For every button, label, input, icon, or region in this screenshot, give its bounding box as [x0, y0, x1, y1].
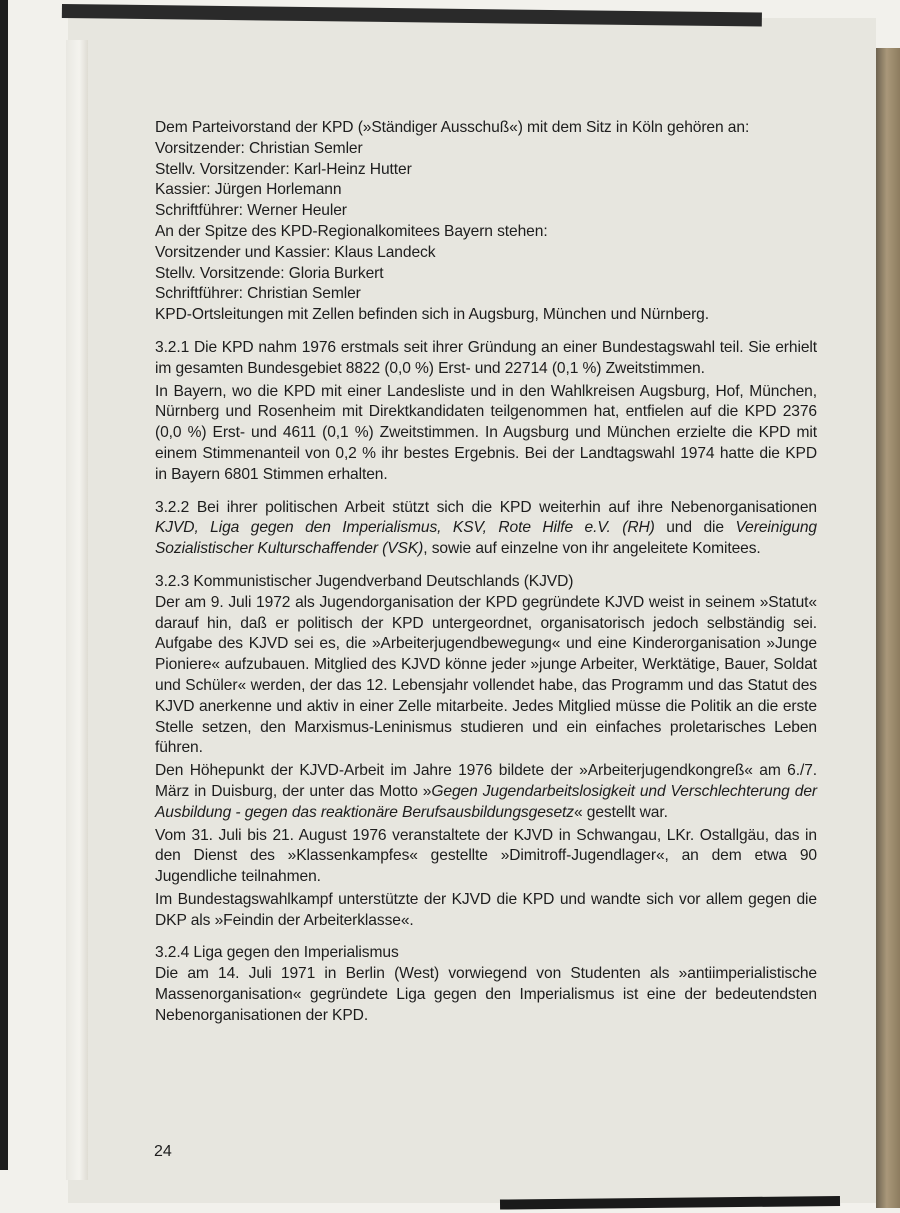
text-line: Vorsitzender und Kassier: Klaus Landeck: [155, 243, 436, 261]
paragraph-3-2-2: [155, 498, 817, 560]
text-run: , sowie auf einzelne von ihr angeleitete Komitees.: [423, 540, 761, 558]
book-edge-right: [876, 48, 900, 1208]
paragraph-kongress: [155, 761, 817, 823]
motto: Gegen Jugendarbeitslosigkeit und Verschlechterung der Ausbildung - gegen das reaktionäre Berufsausbildungsgesetz: [155, 782, 817, 821]
text-line: Stellv. Vorsitzender: Karl-Heinz Hutter: [155, 160, 412, 178]
organization-name-vsk: Vereinigung Sozialistischer Kulturschaffender (VSK): [155, 519, 817, 558]
page-binding: [66, 40, 88, 1180]
page-number: 24: [154, 1143, 172, 1160]
paragraph-kjvd-statut: Der am 9. Juli 1972 als Jugendorganisation der KPD gegründete KJVD weist in seinem »Statut« darauf hin, daß er politisch der KPD untergeordnet, organisatorisch jedoch selbständig sei. Aufgabe des KJVD sei es, die »Arbeiterjugendbewegung« und eine Kinderorganisation »Junge Pioniere« aufzubauen. Mitglied des KJVD könne jeder »junge Arbeiter, Werktätige, Bauer, Soldat und Schüler« werden, der das 12. Lebensjahr vollendet habe, das Programm und das Statut des KJVD anerkenne und aktiv in einer Zelle mitarbeite. Jedes Mitglied müsse die Politik an die erste Stelle setzen, den Marxismus-Leninismus studieren und ein einfaches proletarisches Leben führen.: [155, 593, 817, 757]
text-line: Schriftführer: Christian Semler: [155, 285, 361, 303]
paragraph-liga: Die am 14. Juli 1971 in Berlin (West) vorwiegend von Studenten als »antiimperialistische Massenorganisation« gegründete Liga gegen den Imperialismus ist eine der bedeutendsten Nebenorganisationen der KPD.: [155, 965, 817, 1024]
text-run: Den Höhepunkt der KJVD-Arbeit im Jahre 1976 bildete der »Arbeiterjugendkongreß« am 6./7. März in Duisburg, der unter das Motto »: [155, 762, 817, 800]
section-heading-3-2-4: 3.2.4 Liga gegen den Imperialismus: [155, 944, 399, 962]
body-text: [155, 118, 817, 1027]
scan-edge-left: [0, 0, 8, 1170]
paragraph-bayern: In Bayern, wo die KPD mit einer Landesliste und in den Wahlkreisen Augsburg, Hof, München, Nürnberg und Rosenheim mit Direktkandidaten teilgenommen hat, entfielen auf die KPD 2376 (0,0 %) Erst- und 4611 (0,1 %) Zweitstimmen. In Augsburg und München erzielte die KPD mit einem Stimmenanteil von 0,2 % ihr bestes Ergebnis. Bei der Landtagswahl 1974 hatte die KPD in Bayern 6801 Stimmen erhalten.: [155, 382, 817, 483]
text-run: 3.2.2 Bei ihrer politischen Arbeit stützt sich die KPD weiterhin auf ihre Nebenorganisationen: [155, 498, 817, 516]
text-line: Schriftführer: Werner Heuler: [155, 202, 347, 220]
text-line: Vorsitzender: Christian Semler: [155, 139, 363, 157]
text-line: Stellv. Vorsitzende: Gloria Burkert: [155, 264, 384, 282]
paragraph-jugendlager: Vom 31. Juli bis 21. August 1976 veranstaltete der KJVD in Schwangau, LKr. Ostallgäu, das in den Dienst des »Klassenkampfes« gestellte »Dimitroff-Jugendlager«, an dem etwa 90 Jugendliche teilnahmen.: [155, 826, 817, 886]
section-heading-3-2-3: 3.2.3 Kommunistischer Jugendverband Deutschlands (KJVD): [155, 572, 574, 590]
paragraph-wahlkampf: Im Bundestagswahlkampf unterstützte der KJVD die KPD und wandte sich vor allem gegen die DKP als »Feindin der Arbeiterklasse«.: [155, 890, 817, 929]
text-line: KPD-Ortsleitungen mit Zellen befinden sich in Augsburg, München und Nürnberg.: [155, 306, 709, 324]
text-line: An der Spitze des KPD-Regionalkomitees Bayern stehen:: [155, 222, 548, 240]
text-run: « gestellt war.: [573, 803, 668, 821]
text-line: Kassier: Jürgen Horlemann: [155, 181, 342, 199]
organization-names: KJVD, Liga gegen den Imperialismus, KSV, Rote Hilfe e.V. (RH): [155, 519, 655, 537]
text-line: Dem Parteivorstand der KPD (»Ständiger Ausschuß«) mit dem Sitz in Köln gehören an:: [155, 119, 750, 136]
text-run: und die: [654, 519, 736, 537]
paragraph-3-2-1: 3.2.1 Die KPD nahm 1976 erstmals seit ihrer Gründung an einer Bundestagswahl teil. Sie erhielt im gesamten Bundesgebiet 8822 (0,0 %) Erst- und 22714 (0,1 %) Zweitstimmen.: [155, 338, 817, 377]
scan-edge-bottom: [500, 1196, 840, 1210]
